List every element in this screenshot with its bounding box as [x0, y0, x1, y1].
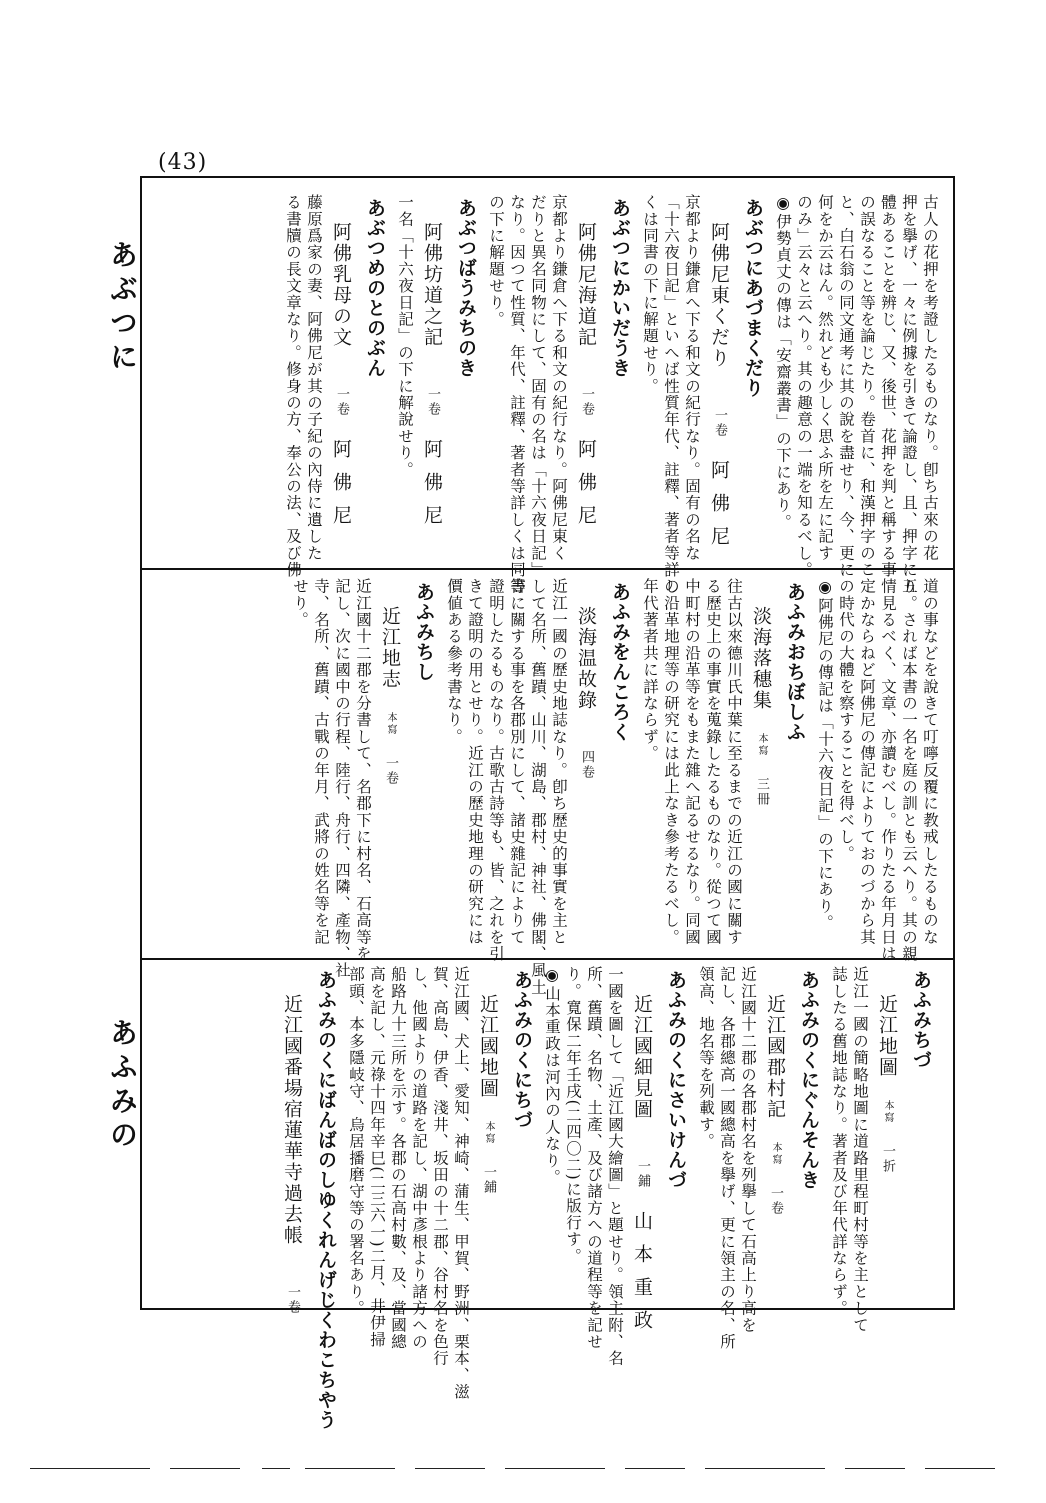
- entry-title-line: [277, 966, 307, 1315]
- entry-volume: 一卷: [383, 756, 398, 786]
- text-line: 年代著者共に詳ならず。: [641, 578, 659, 762]
- entry-edition: 本寫: [756, 733, 767, 757]
- entry-title: 阿佛坊道之記: [421, 222, 443, 348]
- text-line: 近江國十二郡の各郡村名を列擧して石高上り高を: [739, 966, 757, 1334]
- entry-volume: 一卷: [712, 408, 727, 438]
- entry-title-line: [704, 194, 734, 559]
- entry-title-line: [417, 194, 447, 538]
- entry-title-line: [746, 578, 776, 807]
- entry-volume: 一鋪: [635, 1159, 650, 1189]
- entry-author: 山本重政: [631, 1211, 653, 1343]
- text-line: 中町村の沿革等をもまた雜へ記るせるなり。同國: [683, 578, 701, 946]
- entry-reading-heading: あぶつにかいだうき: [609, 198, 631, 378]
- text-line: の時代の大體を察することを得べし。: [837, 578, 855, 862]
- entry-volume: 一卷: [285, 1285, 300, 1315]
- text-line: 情見るべく、文章、亦讀むべし。作りたる年月日は: [879, 578, 897, 963]
- entry-volume: 一卷: [334, 387, 349, 417]
- text-line: 京都より鎌倉へ下る和文の紀行なり。阿佛尼東く: [550, 194, 568, 562]
- text-line: の誤なること等を論じたり。卷首に、和漢押字のこ: [858, 194, 876, 579]
- entry-title-line: [760, 966, 790, 1216]
- section-bottom-columns: [160, 966, 940, 1430]
- text-line: り。寬保二年壬戌(二四〇二)に版行す。: [564, 966, 582, 1265]
- entry-reading-heading: あふみおちぼしふ: [784, 582, 806, 742]
- text-line: 記し、次に國中の行程、陸行、舟行、四隣、產物、社: [333, 578, 351, 979]
- text-line: 定かならねど阿佛尼の傳記によりておのづから其: [858, 578, 876, 946]
- text-line: 高を記し、元祿十四年辛巳(二三六一)二月、井伊掃: [368, 966, 386, 1348]
- text-line: る書牘の長文章なり。修身の方、奉公の法、及び佛: [284, 194, 302, 579]
- text-line: 部頭、本多隱岐守、烏居播磨守等の署名あり。: [347, 966, 365, 1317]
- entry-reading-heading: あぶつめのとのぶん: [364, 198, 386, 378]
- entry-title-line: [872, 966, 902, 1174]
- entry-title-line: [473, 966, 503, 1195]
- entry-volume: 一鋪: [481, 1165, 496, 1195]
- entry-title: 阿佛尼海道記: [575, 222, 597, 348]
- section-middle: [160, 578, 940, 996]
- entry-edition: 本寫: [770, 1142, 781, 1166]
- entry-reading-heading: あふみのくにちづ: [511, 970, 533, 1130]
- text-line: なり。因つて性質、年代、註釋、著者等詳しくは同書: [508, 194, 526, 595]
- footer-rule: [845, 1468, 905, 1469]
- text-line: 一國を圖して「近江國大繪圖」と題せり。領主附、名: [606, 966, 624, 1367]
- entry-edition: 本寫: [483, 1121, 494, 1145]
- text-line: 近江國十二郡を分書して、名郡下に村名、石高等を: [354, 578, 372, 963]
- entry-title-line: [571, 194, 601, 538]
- text-line: と、白石翁の同文通考に其の說を盡せり、今、更に: [837, 194, 855, 579]
- footer-rule: [705, 1468, 825, 1469]
- text-line: のみ」云々と云へり。其の趣意の一端を知るべし。: [795, 194, 813, 579]
- text-line: の下に解題せり。: [487, 194, 505, 328]
- entry-title: 近江國細見圖: [631, 994, 653, 1120]
- entry-author: 阿佛尼: [708, 460, 730, 559]
- text-line: 何をか云はん。然れども少しく思ふ所を左に記す: [816, 194, 834, 562]
- entry-volume: 一卷: [425, 387, 440, 417]
- text-line: だりと異名同物にして、固有の名は「十六夜日記」: [529, 194, 547, 579]
- text-line: ◉阿佛尼の傳記は「十六夜日記」の下にあり。: [816, 578, 834, 932]
- text-line: 領高、地名等を列載す。: [697, 966, 715, 1150]
- text-line: ◉伊勢貞丈の傳は「安齋叢書」の下にあり。: [774, 194, 792, 531]
- footer-rule: [305, 1468, 395, 1469]
- entry-author: 阿佛尼: [421, 439, 443, 538]
- text-line: ◉山本重政は河內の人なり。: [543, 966, 561, 1186]
- entry-author: 阿佛尼: [330, 439, 352, 538]
- text-line: の沿革地理等の研究には此上なき參考たるべし。: [662, 578, 680, 946]
- text-line: 近江一國の簡略地圖に道路里程町村等を主として: [851, 966, 869, 1334]
- text-line: 證明したるものなり。古歌古詩等も、皆、之れを引: [487, 578, 505, 963]
- text-line: 等に關する事を各郡別にして、諸史雜記によりて: [508, 578, 526, 946]
- entry-author: 阿佛尼: [575, 439, 597, 538]
- page-number: (43): [158, 150, 208, 175]
- entry-reading-heading: あぶつにあづまくだり: [742, 198, 764, 398]
- text-line: 一名「十六夜日記」の下に解說せり。: [396, 194, 414, 478]
- entry-reading-heading: あぶつばうみちのき: [455, 198, 477, 378]
- entry-volume: 一折: [880, 1144, 895, 1174]
- entry-reading-heading: あふみをんころく: [609, 582, 631, 742]
- entry-edition: 本寫: [385, 712, 396, 736]
- text-line: 賀、高島、伊香、淺井、坂田の十二郡、谷村名を色行: [431, 966, 449, 1367]
- entry-title-line: [627, 966, 657, 1343]
- text-line: 記し、各郡總高一國總高を擧げ、更に領主の名、所: [718, 966, 736, 1351]
- text-line: 押を擧げ、一々に例據を引きて論證し、且、押字に五: [900, 194, 918, 595]
- text-line: 藤原爲家の妻、阿佛尼が其の子紀の內侍に遺した: [305, 194, 323, 562]
- entry-reading-heading: あふみちし: [413, 582, 435, 682]
- text-line: り。されば本書の一名を庭の訓とも云へり。其の親: [900, 578, 918, 963]
- text-line: くは同書の下に解題せり。: [641, 194, 659, 395]
- entry-volume: 一卷: [579, 387, 594, 417]
- footer-rule: [170, 1468, 240, 1469]
- text-line: きて證明の用とせり。近江の歷史地理の研究には: [466, 578, 484, 946]
- text-line: せり。: [291, 578, 309, 629]
- text-line: して名所、舊蹟、山川、湖島、郡村、神社、佛閣、風土: [529, 578, 547, 996]
- entry-volume: 一卷: [768, 1186, 783, 1216]
- entry-volume: 四卷: [579, 750, 594, 780]
- entry-reading-heading: あふみのくにさいけんづ: [665, 970, 687, 1190]
- footer-rule: [415, 1468, 485, 1469]
- footer-rule: [625, 1468, 685, 1469]
- entry-title-line: [571, 578, 601, 780]
- entry-title: 近江國地圖: [477, 994, 499, 1099]
- entry-title: 淡海落穗集: [750, 606, 772, 711]
- section-middle-columns: [160, 578, 940, 996]
- text-line: 價値ある參考書なり。: [445, 578, 463, 745]
- entry-title: 近江國郡村記: [764, 994, 786, 1120]
- text-line: 古人の花押を考證したるものなり。卽ち古來の花: [921, 194, 939, 562]
- text-line: 船路九十三所を示す。各郡の石高村數、及、當國總: [389, 966, 407, 1351]
- text-line: 道の事などを說きて叮嚀反覆に教戒したるものな: [921, 578, 939, 946]
- footer-rule: [262, 1468, 290, 1469]
- footer-rule: [505, 1468, 605, 1469]
- entry-title: 阿佛尼東くだり: [708, 222, 730, 369]
- text-line: 所、舊蹟、名物、土產、及び諸方への道程等を記せ: [585, 966, 603, 1351]
- entry-title: 淡海温故錄: [575, 606, 597, 711]
- entry-reading-heading: あふみのくにばんばのしゆくれんげじくわこちやう: [315, 970, 337, 1430]
- entry-title: 近江地志: [379, 606, 401, 690]
- running-head-top: あぶつに: [106, 240, 139, 376]
- section-top-columns: [160, 194, 940, 595]
- text-line: 近江國、犬上、愛知、神崎、蒲生、甲賀、野洲、栗本、滋: [452, 966, 470, 1401]
- section-bottom: [160, 966, 940, 1430]
- entry-title-line: [326, 194, 356, 538]
- section-top: [160, 194, 940, 595]
- text-line: る歷史上の事實を蒐錄したるものなり。從つて國: [704, 578, 722, 946]
- text-line: 誌したる舊地誌なり。著者及び年代詳ならず。: [830, 966, 848, 1317]
- entry-title-line: [375, 578, 405, 786]
- running-head-bottom: あふみの: [106, 1018, 139, 1154]
- text-line: 寺、名所、舊蹟、古戰の年月、武將の姓名等を記: [312, 578, 330, 946]
- entry-title: 近江地圖: [876, 994, 898, 1078]
- entry-title: 阿佛乳母の文: [330, 222, 352, 348]
- footer-rule: [925, 1468, 995, 1469]
- text-line: 體あることを辨じ、又、後世、花押を判と稱する事: [879, 194, 897, 579]
- text-line: し、他國よりの道路を記し、湖中彥根より諸方への: [410, 966, 428, 1351]
- entry-reading-heading: あふみちづ: [910, 970, 932, 1070]
- entry-reading-heading: あふみのくにぐんそんき: [798, 970, 820, 1190]
- footer-rule: [30, 1468, 150, 1469]
- text-line: 京都より鎌倉へ下る和文の紀行なり。固有の名な: [683, 194, 701, 562]
- entry-edition: 本寫: [882, 1100, 893, 1124]
- entry-volume: 三冊: [754, 777, 769, 807]
- text-line: 往古以來德川氏中葉に至るまでの近江の國に關す: [725, 578, 743, 946]
- text-line: 近江一國の歷史地誌なり。卽ち歷史的事實を主と: [550, 578, 568, 946]
- text-line: 「十六夜日記」といへば性質年代、註釋、著者等詳し: [662, 194, 680, 595]
- entry-title: 近江國番場宿蓮華寺過去帳: [281, 994, 303, 1246]
